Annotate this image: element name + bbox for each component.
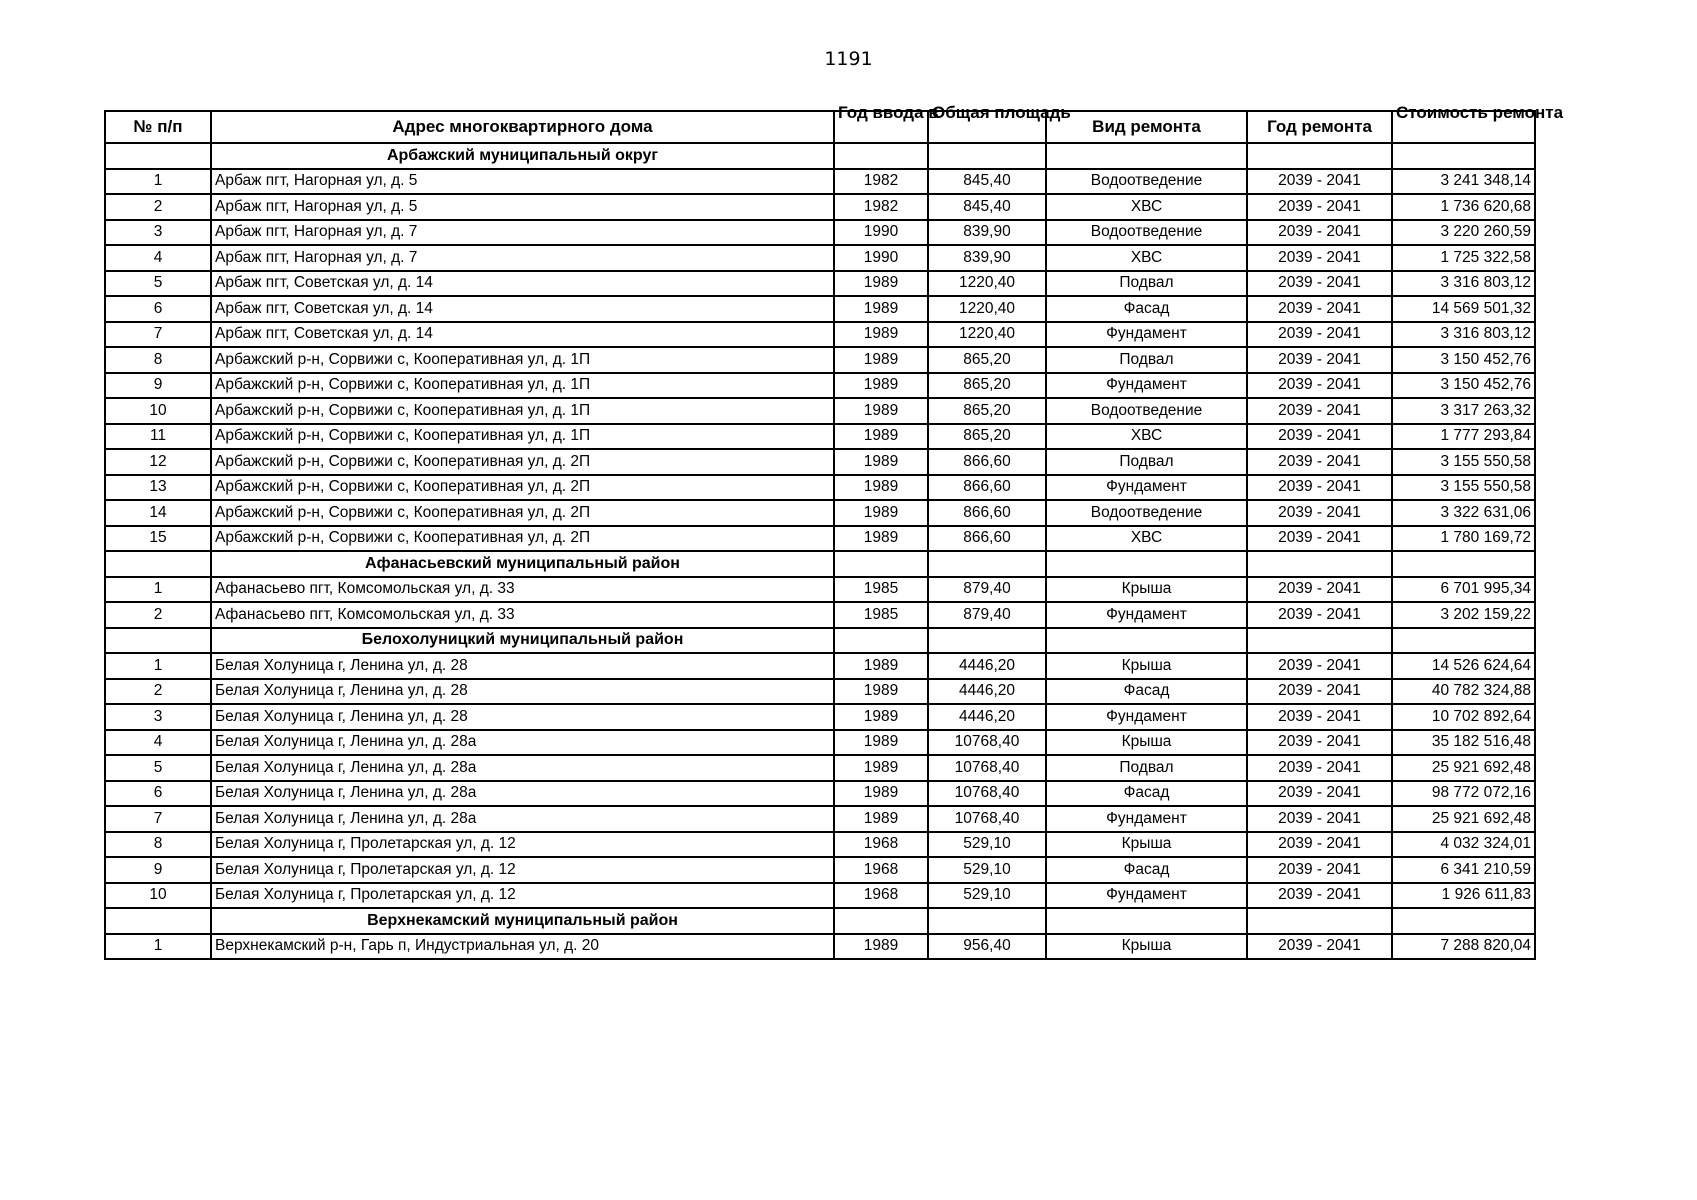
header-cost [1392,103,1564,143]
row-year-built: 1989 [834,475,928,501]
row-repair-type: Подвал [1046,271,1247,297]
section-row [105,628,1535,654]
row-cost: 1 725 322,58 [1392,245,1535,271]
section-empty-cell [105,628,211,654]
row-area: 956,40 [928,934,1046,960]
row-repair-type: Крыша [1046,934,1247,960]
row-year-built: 1968 [834,857,928,883]
row-area: 839,90 [928,220,1046,246]
row-repair-type: Фасад [1046,679,1247,705]
section-empty-cell [1392,628,1535,654]
row-address: Арбаж пгт, Советская ул, д. 14 [211,271,834,297]
header-num: № п/п [105,111,211,143]
row-area: 865,20 [928,424,1046,450]
table-row [105,755,1535,781]
row-number: 2 [105,679,211,705]
row-area: 865,20 [928,398,1046,424]
row-year-built: 1989 [834,373,928,399]
section-empty-cell [105,908,211,934]
section-empty-cell [1046,143,1247,169]
row-area: 10768,40 [928,806,1046,832]
row-cost: 3 202 159,22 [1392,602,1535,628]
section-empty-cell [834,143,928,169]
row-address: Арбажский р-н, Сорвижи с, Кооперативная ул, д. 1П [211,398,834,424]
row-area: 879,40 [928,577,1046,603]
row-cost: 7 288 820,04 [1392,934,1535,960]
row-repair-type: ХВС [1046,526,1247,552]
table-row [105,577,1535,603]
row-year-built: 1989 [834,730,928,756]
row-address: Арбажский р-н, Сорвижи с, Кооперативная ул, д. 2П [211,500,834,526]
row-address: Арбаж пгт, Нагорная ул, д. 5 [211,194,834,220]
table-row [105,806,1535,832]
row-repair-type: Крыша [1046,577,1247,603]
section-empty-cell [105,551,211,577]
row-address: Арбажский р-н, Сорвижи с, Кооперативная ул, д. 1П [211,373,834,399]
row-repair-type: ХВС [1046,424,1247,450]
row-area: 529,10 [928,857,1046,883]
row-repair-year: 2039 - 2041 [1247,271,1392,297]
table-row [105,194,1535,220]
row-repair-year: 2039 - 2041 [1247,806,1392,832]
row-repair-type: Водоотведение [1046,169,1247,195]
row-area: 529,10 [928,883,1046,909]
row-address: Верхнекамский р-н, Гарь п, Индустриальная ул, д. 20 [211,934,834,960]
row-area: 1220,40 [928,322,1046,348]
table-row [105,730,1535,756]
row-repair-type: Подвал [1046,449,1247,475]
row-repair-type: Крыша [1046,730,1247,756]
row-year-built: 1989 [834,934,928,960]
table-row [105,449,1535,475]
row-year-built: 1968 [834,832,928,858]
row-area: 865,20 [928,347,1046,373]
row-cost: 3 316 803,12 [1392,322,1535,348]
row-cost: 3 220 260,59 [1392,220,1535,246]
row-area: 866,60 [928,449,1046,475]
row-year-built: 1989 [834,679,928,705]
row-area: 865,20 [928,373,1046,399]
row-repair-type: Фасад [1046,781,1247,807]
row-repair-type: ХВС [1046,194,1247,220]
row-year-built: 1989 [834,500,928,526]
section-empty-cell [1392,143,1535,169]
row-number: 5 [105,755,211,781]
row-address: Белая Холуница г, Пролетарская ул, д. 12 [211,857,834,883]
row-number: 4 [105,730,211,756]
table-row [105,296,1535,322]
row-year-built: 1989 [834,424,928,450]
row-cost: 1 736 620,68 [1392,194,1535,220]
row-cost: 14 526 624,64 [1392,653,1535,679]
page-number: 1191 [824,48,873,70]
row-repair-year: 2039 - 2041 [1247,424,1392,450]
row-address: Афанасьево пгт, Комсомольская ул, д. 33 [211,602,834,628]
row-repair-year: 2039 - 2041 [1247,347,1392,373]
row-area: 845,40 [928,194,1046,220]
row-repair-type: Фасад [1046,857,1247,883]
row-year-built: 1985 [834,577,928,603]
row-number: 2 [105,194,211,220]
row-repair-year: 2039 - 2041 [1247,194,1392,220]
row-area: 839,90 [928,245,1046,271]
row-year-built: 1968 [834,883,928,909]
row-area: 10768,40 [928,755,1046,781]
section-empty-cell [1247,143,1392,169]
row-address: Белая Холуница г, Ленина ул, д. 28а [211,755,834,781]
row-repair-type: Подвал [1046,755,1247,781]
row-address: Арбажский р-н, Сорвижи с, Кооперативная ул, д. 2П [211,449,834,475]
section-title: Афанасьевский муниципальный район [211,551,834,577]
row-address: Белая Холуница г, Пролетарская ул, д. 12 [211,832,834,858]
row-year-built: 1990 [834,245,928,271]
row-cost: 1 926 611,83 [1392,883,1535,909]
table-body [105,143,1535,959]
table-row [105,322,1535,348]
section-empty-cell [928,908,1046,934]
row-address: Арбажский р-н, Сорвижи с, Кооперативная ул, д. 2П [211,526,834,552]
row-cost: 1 777 293,84 [1392,424,1535,450]
row-area: 1220,40 [928,296,1046,322]
header-area [928,103,1071,143]
row-number: 3 [105,220,211,246]
header-address: Адрес многоквартирного дома [211,111,834,143]
row-number: 4 [105,245,211,271]
row-address: Арбаж пгт, Советская ул, д. 14 [211,296,834,322]
row-year-built: 1989 [834,526,928,552]
row-year-built: 1989 [834,296,928,322]
row-number: 6 [105,781,211,807]
row-year-built: 1982 [834,169,928,195]
section-empty-cell [834,551,928,577]
row-number: 15 [105,526,211,552]
table-row [105,475,1535,501]
row-address: Белая Холуница г, Ленина ул, д. 28а [211,730,834,756]
row-address: Арбажский р-н, Сорвижи с, Кооперативная ул, д. 1П [211,424,834,450]
row-repair-year: 2039 - 2041 [1247,220,1392,246]
row-cost: 6 701 995,34 [1392,577,1535,603]
row-area: 866,60 [928,475,1046,501]
row-repair-year: 2039 - 2041 [1247,245,1392,271]
section-empty-cell [1247,628,1392,654]
table-row [105,857,1535,883]
row-cost: 25 921 692,48 [1392,755,1535,781]
row-year-built: 1989 [834,347,928,373]
row-address: Афанасьево пгт, Комсомольская ул, д. 33 [211,577,834,603]
row-address: Белая Холуница г, Ленина ул, д. 28 [211,679,834,705]
row-repair-type: Крыша [1046,832,1247,858]
row-number: 8 [105,347,211,373]
section-empty-cell [928,551,1046,577]
row-repair-year: 2039 - 2041 [1247,449,1392,475]
row-repair-year: 2039 - 2041 [1247,653,1392,679]
table-row [105,704,1535,730]
row-address: Белая Холуница г, Пролетарская ул, д. 12 [211,883,834,909]
row-cost: 3 241 348,14 [1392,169,1535,195]
row-repair-type: Крыша [1046,653,1247,679]
row-address: Арбаж пгт, Нагорная ул, д. 5 [211,169,834,195]
row-number: 1 [105,577,211,603]
row-cost: 40 782 324,88 [1392,679,1535,705]
row-repair-type: Водоотведение [1046,220,1247,246]
section-row [105,551,1535,577]
row-area: 845,40 [928,169,1046,195]
row-number: 6 [105,296,211,322]
row-area: 10768,40 [928,781,1046,807]
row-cost: 35 182 516,48 [1392,730,1535,756]
row-address: Белая Холуница г, Ленина ул, д. 28 [211,704,834,730]
row-cost: 4 032 324,01 [1392,832,1535,858]
row-repair-type: Фундамент [1046,602,1247,628]
row-cost: 3 317 263,32 [1392,398,1535,424]
section-empty-cell [1046,908,1247,934]
row-area: 10768,40 [928,730,1046,756]
header-cost-text: Стоимость ремонта [1396,103,1564,122]
row-repair-year: 2039 - 2041 [1247,730,1392,756]
row-repair-year: 2039 - 2041 [1247,857,1392,883]
row-repair-type: Фундамент [1046,322,1247,348]
row-number: 2 [105,602,211,628]
header-area-text: Общая площадь [932,103,1071,122]
table-row [105,653,1535,679]
row-repair-year: 2039 - 2041 [1247,781,1392,807]
row-year-built: 1990 [834,220,928,246]
row-number: 11 [105,424,211,450]
row-number: 1 [105,934,211,960]
row-number: 9 [105,857,211,883]
row-year-built: 1982 [834,194,928,220]
section-empty-cell [105,143,211,169]
row-cost: 3 150 452,76 [1392,373,1535,399]
table-row [105,169,1535,195]
row-repair-type: Фундамент [1046,883,1247,909]
row-repair-year: 2039 - 2041 [1247,169,1392,195]
row-number: 1 [105,169,211,195]
row-year-built: 1989 [834,322,928,348]
row-address: Белая Холуница г, Ленина ул, д. 28а [211,781,834,807]
table-row [105,934,1535,960]
table-row [105,373,1535,399]
row-number: 7 [105,806,211,832]
row-address: Арбаж пгт, Советская ул, д. 14 [211,322,834,348]
header-year-built-text: Год ввода в [838,103,939,122]
table-row [105,781,1535,807]
row-area: 529,10 [928,832,1046,858]
row-year-built: 1989 [834,271,928,297]
table-row [105,832,1535,858]
row-cost: 3 155 550,58 [1392,449,1535,475]
table-row [105,398,1535,424]
row-repair-type: Фундамент [1046,806,1247,832]
row-area: 4446,20 [928,704,1046,730]
row-year-built: 1989 [834,398,928,424]
table-row [105,347,1535,373]
row-repair-type: Фундамент [1046,475,1247,501]
section-title: Белохолуницкий муниципальный район [211,628,834,654]
row-number: 7 [105,322,211,348]
table-row [105,220,1535,246]
section-empty-cell [834,908,928,934]
row-repair-type: Фундамент [1046,704,1247,730]
table-row [105,602,1535,628]
row-cost: 3 155 550,58 [1392,475,1535,501]
row-repair-year: 2039 - 2041 [1247,373,1392,399]
row-cost: 14 569 501,32 [1392,296,1535,322]
row-repair-year: 2039 - 2041 [1247,934,1392,960]
row-year-built: 1989 [834,704,928,730]
row-repair-year: 2039 - 2041 [1247,679,1392,705]
table-row [105,679,1535,705]
section-title: Верхнекамский муниципальный район [211,908,834,934]
row-repair-year: 2039 - 2041 [1247,296,1392,322]
row-number: 8 [105,832,211,858]
row-number: 10 [105,883,211,909]
row-cost: 3 150 452,76 [1392,347,1535,373]
row-repair-year: 2039 - 2041 [1247,602,1392,628]
row-number: 3 [105,704,211,730]
row-cost: 3 316 803,12 [1392,271,1535,297]
table-header-row [105,111,1535,143]
table-row [105,271,1535,297]
row-number: 10 [105,398,211,424]
repair-schedule-table [104,103,1564,960]
table-row [105,500,1535,526]
row-cost: 6 341 210,59 [1392,857,1535,883]
row-number: 9 [105,373,211,399]
section-empty-cell [1392,551,1535,577]
row-address: Арбаж пгт, Нагорная ул, д. 7 [211,220,834,246]
row-area: 879,40 [928,602,1046,628]
section-title: Арбажский муниципальный округ [211,143,834,169]
row-number: 12 [105,449,211,475]
row-repair-year: 2039 - 2041 [1247,398,1392,424]
row-year-built: 1989 [834,781,928,807]
row-repair-year: 2039 - 2041 [1247,322,1392,348]
section-row [105,908,1535,934]
row-cost: 10 702 892,64 [1392,704,1535,730]
header-repair-year: Год ремонта [1247,111,1392,143]
row-repair-year: 2039 - 2041 [1247,526,1392,552]
table-row [105,424,1535,450]
row-area: 4446,20 [928,679,1046,705]
row-cost: 3 322 631,06 [1392,500,1535,526]
row-year-built: 1989 [834,755,928,781]
row-repair-year: 2039 - 2041 [1247,755,1392,781]
section-row [105,143,1535,169]
row-address: Арбажский р-н, Сорвижи с, Кооперативная ул, д. 2П [211,475,834,501]
row-repair-year: 2039 - 2041 [1247,500,1392,526]
table-row [105,526,1535,552]
row-repair-year: 2039 - 2041 [1247,704,1392,730]
row-repair-year: 2039 - 2041 [1247,475,1392,501]
row-number: 1 [105,653,211,679]
row-cost: 1 780 169,72 [1392,526,1535,552]
row-cost: 98 772 072,16 [1392,781,1535,807]
header-repair-type: Вид ремонта [1046,111,1247,143]
row-address: Арбажский р-н, Сорвижи с, Кооперативная ул, д. 1П [211,347,834,373]
section-empty-cell [928,628,1046,654]
row-repair-year: 2039 - 2041 [1247,577,1392,603]
row-repair-type: Фасад [1046,296,1247,322]
section-empty-cell [1247,908,1392,934]
row-repair-year: 2039 - 2041 [1247,883,1392,909]
section-empty-cell [834,628,928,654]
row-address: Арбаж пгт, Нагорная ул, д. 7 [211,245,834,271]
row-repair-type: Водоотведение [1046,398,1247,424]
section-empty-cell [928,143,1046,169]
section-empty-cell [1392,908,1535,934]
row-number: 14 [105,500,211,526]
row-address: Белая Холуница г, Ленина ул, д. 28 [211,653,834,679]
row-area: 866,60 [928,500,1046,526]
row-area: 4446,20 [928,653,1046,679]
section-empty-cell [1046,628,1247,654]
row-number: 5 [105,271,211,297]
section-empty-cell [1046,551,1247,577]
row-year-built: 1989 [834,449,928,475]
row-number: 13 [105,475,211,501]
row-repair-type: Водоотведение [1046,500,1247,526]
row-year-built: 1989 [834,806,928,832]
section-empty-cell [1247,551,1392,577]
table-row [105,883,1535,909]
row-repair-type: ХВС [1046,245,1247,271]
row-year-built: 1989 [834,653,928,679]
row-address: Белая Холуница г, Ленина ул, д. 28а [211,806,834,832]
row-cost: 25 921 692,48 [1392,806,1535,832]
row-repair-year: 2039 - 2041 [1247,832,1392,858]
row-repair-type: Фундамент [1046,373,1247,399]
header-year-built [834,103,939,143]
row-year-built: 1985 [834,602,928,628]
row-area: 1220,40 [928,271,1046,297]
table-row [105,245,1535,271]
row-repair-type: Подвал [1046,347,1247,373]
row-area: 866,60 [928,526,1046,552]
